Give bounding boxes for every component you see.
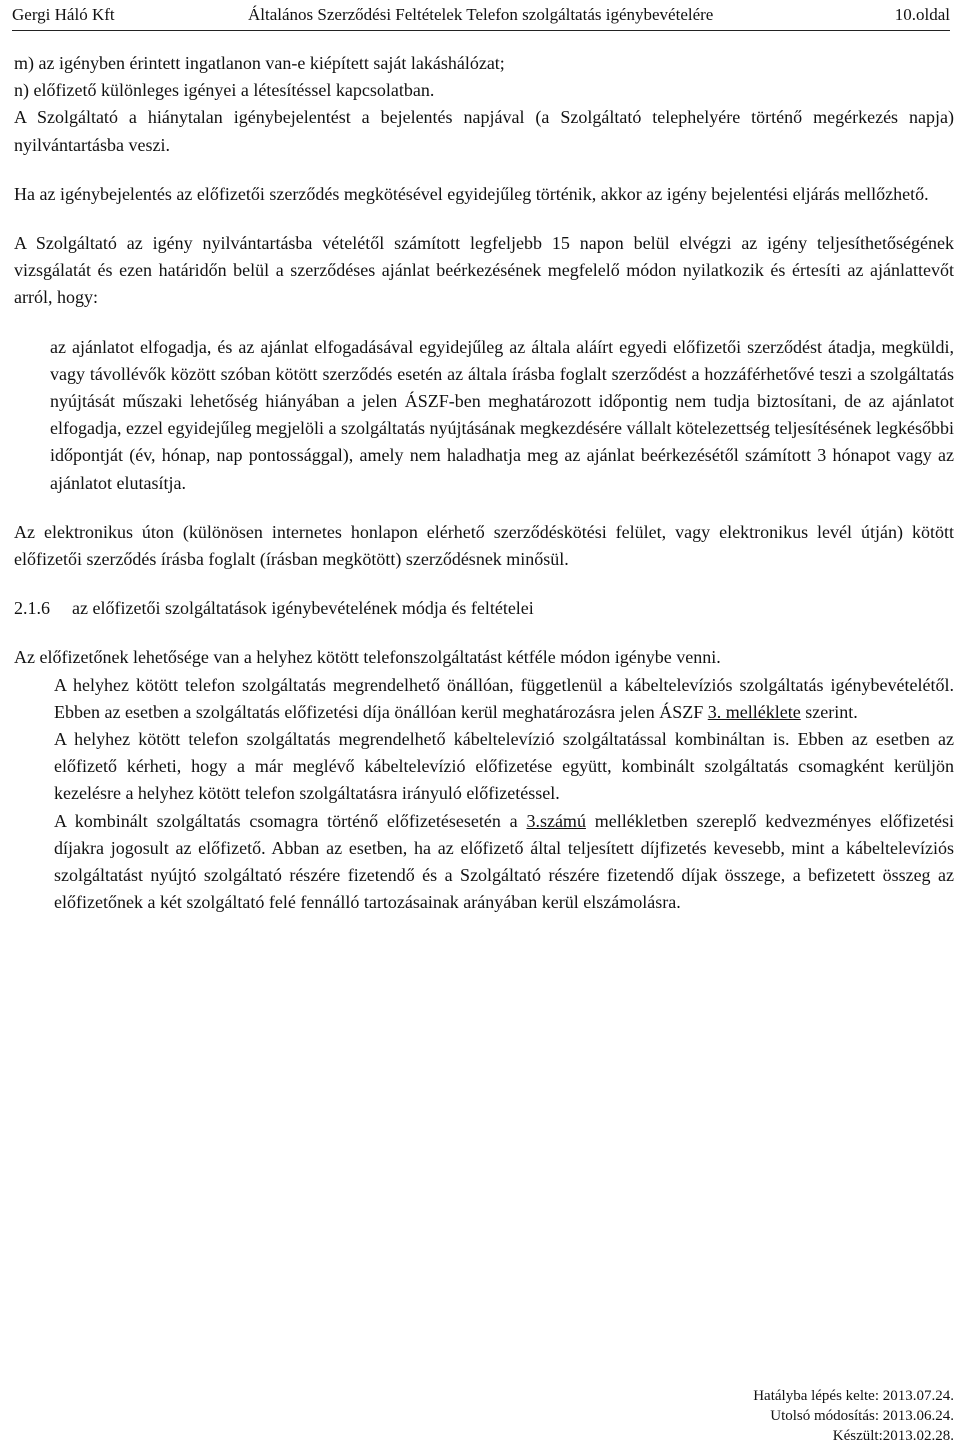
footer-modified-date: Utolsó módosítás: 2013.06.24. — [770, 1408, 954, 1424]
standalone-text-2: szerint. — [800, 701, 858, 722]
section-number: 2.1.6 — [14, 598, 50, 619]
paragraph-15-days: A Szolgáltató az igény nyilvántartásba vételétől számított legfeljebb 15 napon belül elvégzi az igény teljesíthetőségének vizsgálatát és ezen határidőn belül a szerződéses ajánlat beérkezésének megfelelő módon nyilatkozik és értesíti az ajánlattevőt arról, hogy: — [14, 233, 954, 308]
paragraph-acceptance: az ajánlatot elfogadja, és az ajánlat elfogadásával egyidejűleg az általa aláírt egyedi előfizetői szerződést átadja, megküldi, vagy távollévők között szóban kötött szerződés esetén az általa írásba foglalt szerződést a hozzáférhetővé teszi a szolgáltatás nyújtását műszaki lehetőség hiányában a jelen ÁSZF-ben meghatározott időpontig nem tudja biztosítani, de az ajánlatot elfogadja, ezzel egyidejűleg megjelöli a szolgáltatás nyújtásának megkezdésére vállalt kötelezettség teljesítésének legkésőbbi időpontját (év, hónap, nap pontossággal), amely nem haladhatja meg az ajánlat beérkezésétől számított 3 hónapot vagy az ajánlatot elutasítja. — [50, 336, 954, 493]
paragraph-electronic-contract: Az elektronikus úton (különösen internetes honlapon elérhető szerződéskötési felület, vagy elektronikus levél útján) kötött előfizetői szerződés írásba foglalt (írásban megkötött) szerződésnek minősül. — [14, 521, 954, 570]
footer-created-date: Készült:2013.02.28. — [832, 1428, 954, 1444]
section-heading — [14, 595, 954, 622]
standalone-text-1: A helyhez kötött telefon szolgáltatás megrendelhető önállóan, függetlenül a kábeltelevíziós szolgáltatás igénybevételétől. Ebben az esetben a szolgáltatás előfizetési díja önállóan kerül meghatározásra jelen ÁSZF — [54, 674, 954, 722]
list-item-m: m) az igényben érintett ingatlanon van-e kiépített saját lakáshálózat; — [14, 53, 505, 73]
package-text-2: mellékletben szereplő kedvezményes előfizetési díjakra jogosult az előfizető. Abban az esetben, ha az előfizető által teljesített díjfizetés kevesebb, mint a kábeltelevíziós szolgáltatást nyújtó szolgáltató részére fizetendő és a Szolgáltató részére fizetendő díjak összege, a befizetett összeg az előfizetőnek a két szolgáltató felé fennálló tartozásainak arányában kerül elszámolásra. — [54, 810, 954, 913]
list-item-n: n) előfizető különleges igényei a létesítéssel kapcsolatban. — [14, 80, 435, 101]
annex-3-reference: 3. melléklete — [707, 701, 801, 722]
header-page-number: 10.oldal — [894, 5, 950, 24]
paragraph-standalone — [14, 672, 954, 726]
paragraph-simultaneous: Ha az igénybejelentés az előfizetői szerződés megkötésével egyidejűleg történik, akkor az igény bejelentési eljárás mellőzhető. — [14, 183, 929, 204]
package-text-1: A kombinált szolgáltatás csomagra történő előfizetésesetén a — [54, 810, 527, 831]
page-footer — [753, 1386, 954, 1446]
page-header — [12, 4, 950, 31]
paragraph-registration: A Szolgáltató a hiánytalan igénybejelentést a bejelentés napjával (a Szolgáltató telephelyére történő megérkezés napja) nyilvántartásba veszi. — [14, 107, 954, 155]
paragraph-combined: A helyhez kötött telefon szolgáltatás megrendelhető kábeltelevízió szolgáltatással kombináltan is. Ebben az esetben az előfizető kérheti, hogy a már meglévő kábeltelevízió előfizetése együtt, kombinált szolgáltatás csomagként kerüljön kezelésre a helyhez kötött telefon szolgáltatásra irányuló előfizetéssel. — [54, 729, 954, 804]
section-title: az előfizetői szolgáltatások igénybevételének módja és feltételei — [72, 598, 534, 619]
paragraph-two-ways: Az előfizetőnek lehetősége van a helyhez kötött telefonszolgáltatást kétféle módon igénybe venni. — [14, 647, 721, 668]
annex-3-number-reference: 3.számú — [526, 810, 586, 831]
header-title: Általános Szerződési Feltételek Telefon szolgáltatás igénybevételére — [248, 5, 714, 24]
page-content — [14, 50, 954, 916]
footer-effective-date: Hatályba lépés kelte: 2013.07.24. — [753, 1388, 954, 1404]
paragraph-package — [14, 808, 954, 917]
header-company: Gergi Háló Kft — [12, 5, 115, 24]
